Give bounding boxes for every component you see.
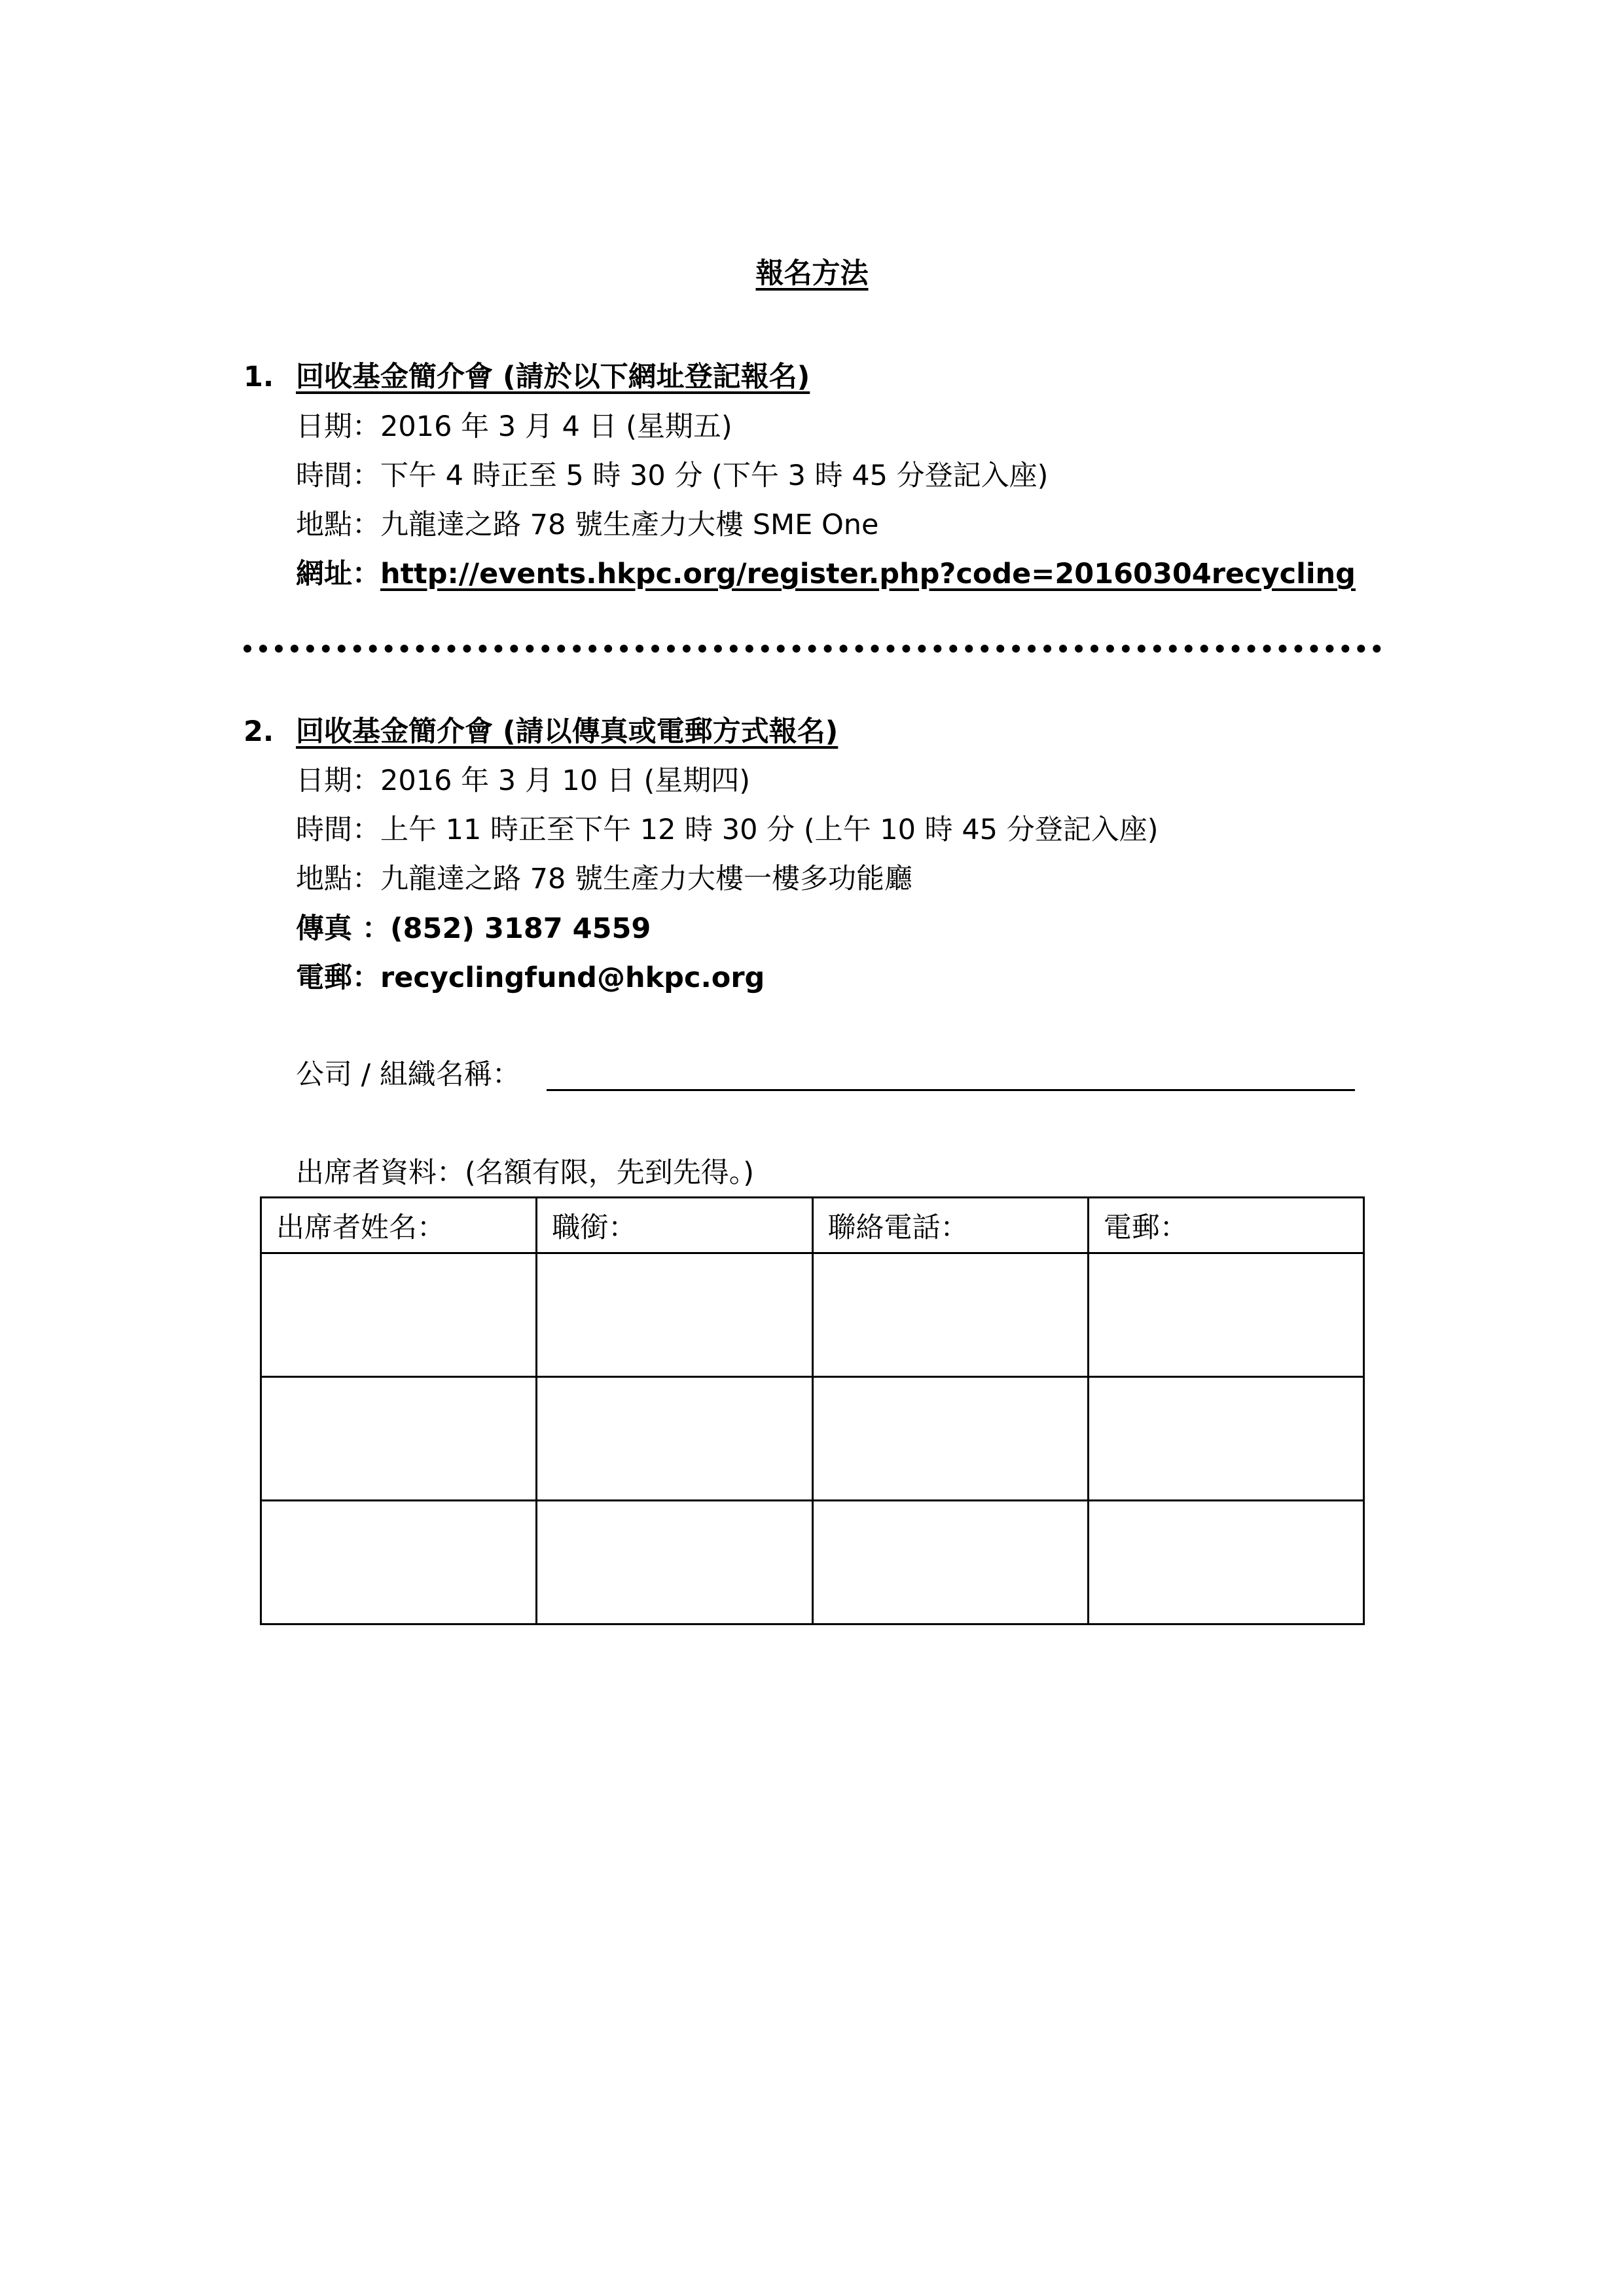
section1-time: 時間：下午 4 時正至 5 時 30 分 (下午 3 時 45 分登記入座) (296, 459, 1049, 492)
email-address: 電郵：recyclingfund@hkpc.org (296, 961, 765, 994)
section1-heading: 回收基金簡介會 (請於以下網址登記報名) (296, 361, 810, 393)
registration-link[interactable]: http://events.hkpc.org/register.php?code=20160304recycling (380, 558, 1356, 590)
section2-date: 日期：2016 年 3 月 10 日 (星期四) (296, 764, 751, 797)
attendee-table (260, 1196, 1365, 1625)
table-cell[interactable] (537, 1377, 812, 1501)
section1-url-row (296, 554, 1356, 594)
table-cell[interactable] (812, 1501, 1088, 1624)
table-cell[interactable] (812, 1253, 1088, 1377)
fax-number: 傳真 ：(852) 3187 4559 (296, 912, 651, 945)
section1-date: 日期：2016 年 3 月 4 日 (星期五) (296, 410, 732, 443)
company-name-field[interactable] (547, 1089, 1355, 1091)
table-header-row (261, 1198, 1364, 1253)
section2-time: 時間：上午 11 時正至下午 12 時 30 分 (上午 10 時 45 分登記入座) (296, 814, 1159, 846)
header-title: 職銜： (537, 1198, 812, 1253)
table-row (261, 1377, 1364, 1501)
table-row (261, 1253, 1364, 1377)
table-cell[interactable] (261, 1253, 537, 1377)
section-divider (244, 645, 1381, 660)
page-title: 報名方法 (755, 257, 869, 290)
section2-heading: 回收基金簡介會 (請以傳真或電郵方式報名) (296, 715, 839, 748)
table-cell[interactable] (1088, 1253, 1363, 1377)
url-label: 網址： (296, 558, 380, 590)
table-row (261, 1501, 1364, 1624)
table-cell[interactable] (812, 1377, 1088, 1501)
table-cell[interactable] (1088, 1377, 1363, 1501)
header-name: 出席者姓名： (261, 1198, 537, 1253)
table-cell[interactable] (261, 1377, 537, 1501)
table-cell[interactable] (1088, 1501, 1363, 1624)
header-phone: 聯絡電話： (812, 1198, 1088, 1253)
section2-venue: 地點：九龍達之路 78 號生產力大樓一樓多功能廳 (296, 863, 913, 895)
attendee-info-label: 出席者資料：(名額有限，先到先得。) (296, 1157, 755, 1189)
table-cell[interactable] (537, 1253, 812, 1377)
table-cell[interactable] (537, 1501, 812, 1624)
section2-number: 2. (244, 715, 274, 748)
table-cell[interactable] (261, 1501, 537, 1624)
section1-venue: 地點：九龍達之路 78 號生產力大樓 SME One (296, 509, 879, 541)
section1-number: 1. (244, 361, 274, 393)
company-name-label: 公司 / 組織名稱： (296, 1058, 520, 1091)
header-email: 電郵： (1088, 1198, 1363, 1253)
